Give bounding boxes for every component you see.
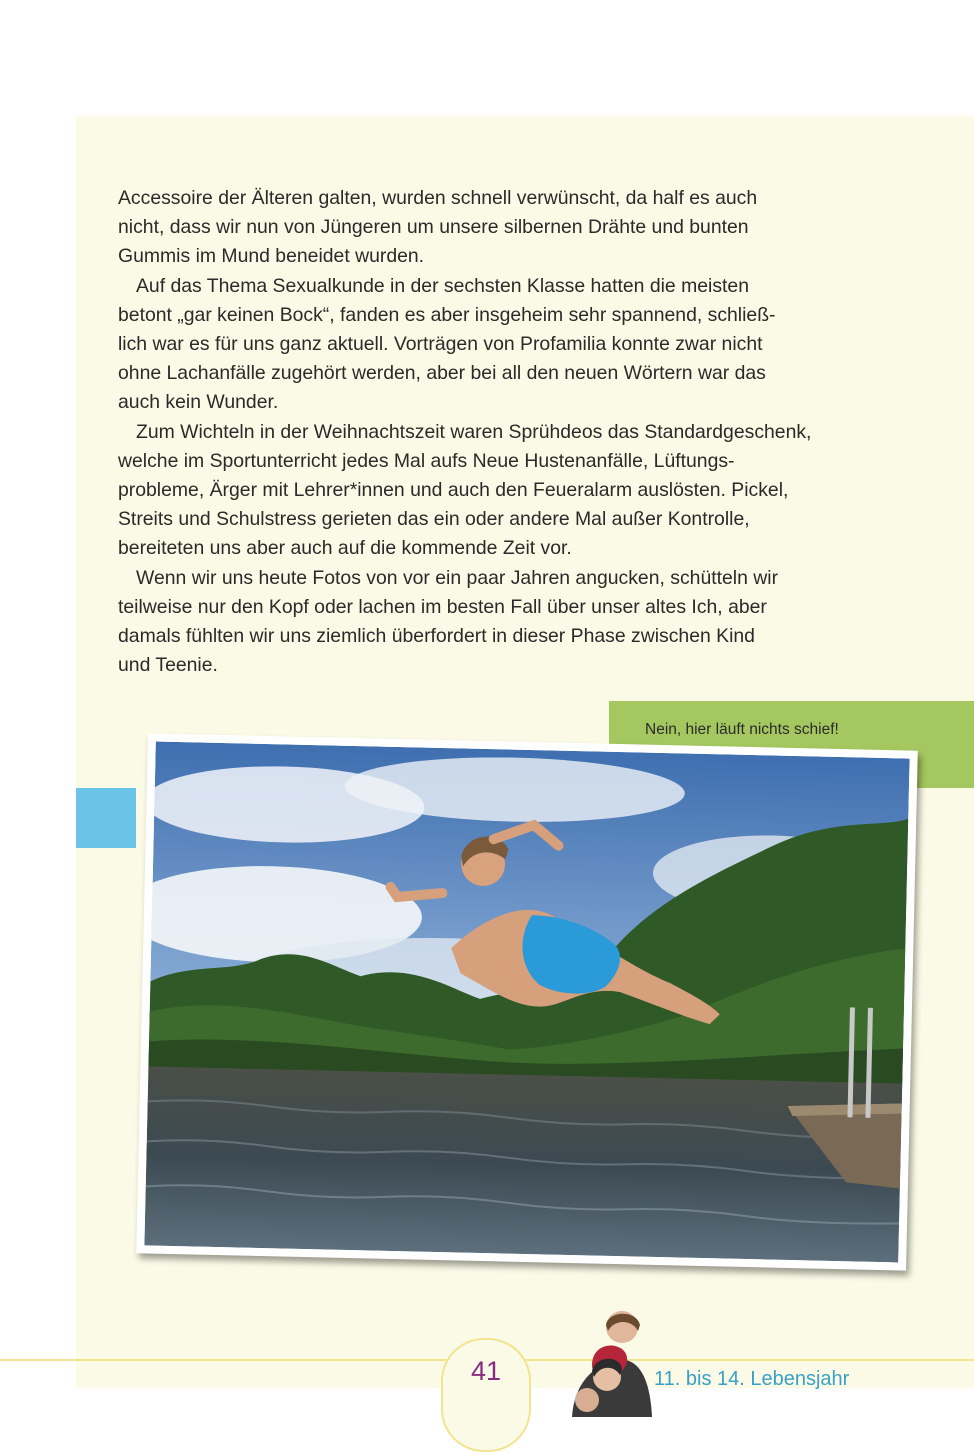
text-line: probleme, Ärger mit Lehrer*innen und auch den Feueralarm auslösten. Pickel, — [118, 479, 789, 502]
text-line: nicht, dass wir nun von Jüngeren um unsere silbernen Drähte und bunten — [118, 216, 749, 239]
text-line: lich war es für uns ganz aktuell. Vorträgen von Profamilia konnte zwar nicht — [118, 333, 763, 356]
text-line: Zum Wichteln in der Weihnachtszeit waren Sprühdeos das Standardgeschenk, — [136, 420, 812, 443]
text-line: Auf das Thema Sexualkunde in der sechsten Klasse hatten die meisten — [136, 274, 749, 297]
text-line: Wenn wir uns heute Fotos von vor ein paar Jahren angucken, schütteln wir — [136, 566, 779, 589]
boy-jumping-into-lake-photo — [144, 742, 909, 1263]
paragraph-2 — [118, 272, 878, 418]
text-line: teilweise nur den Kopf oder lachen im besten Fall über unser altes Ich, aber — [118, 595, 767, 618]
paragraph-1 — [118, 184, 878, 272]
accent-square — [76, 788, 136, 848]
text-line: bereiteten uns aber auch auf die kommende Zeit vor. — [118, 537, 572, 560]
photo-frame — [136, 733, 918, 1270]
paragraph-4 — [118, 564, 878, 681]
paragraph-3 — [118, 418, 878, 564]
text-line: auch kein Wunder. — [118, 391, 279, 414]
text-line: Accessoire der Älteren galten, wurden schnell verwünscht, da half es auch — [118, 187, 758, 209]
text-line: welche im Sportunterricht jedes Mal aufs Neue Hustenanfälle, Lüftungs- — [118, 449, 735, 472]
text-line: und Teenie. — [118, 654, 218, 677]
teenagers-thumbnail — [562, 1305, 652, 1417]
text-line: ohne Lachanfälle zugehört werden, aber bei all den neuen Wörtern war das — [118, 362, 766, 385]
photo-caption: Nein, hier läuft nichts schief! — [645, 721, 839, 738]
text-line: Streits und Schulstress gerieten das ein oder andere Mal außer Kontrolle, — [118, 508, 750, 531]
text-line: betont „gar keinen Bock“, fanden es aber insgeheim sehr spannend, schließ- — [118, 303, 776, 326]
text-line: Gummis im Mund beneidet wurden. — [118, 245, 425, 268]
text-line: damals fühlten wir uns ziemlich überfordert in dieser Phase zwischen Kind — [118, 625, 755, 648]
section-label: 11. bis 14. Lebensjahr — [654, 1368, 850, 1390]
body-text — [118, 184, 878, 680]
page-number: 41 — [470, 1356, 502, 1386]
